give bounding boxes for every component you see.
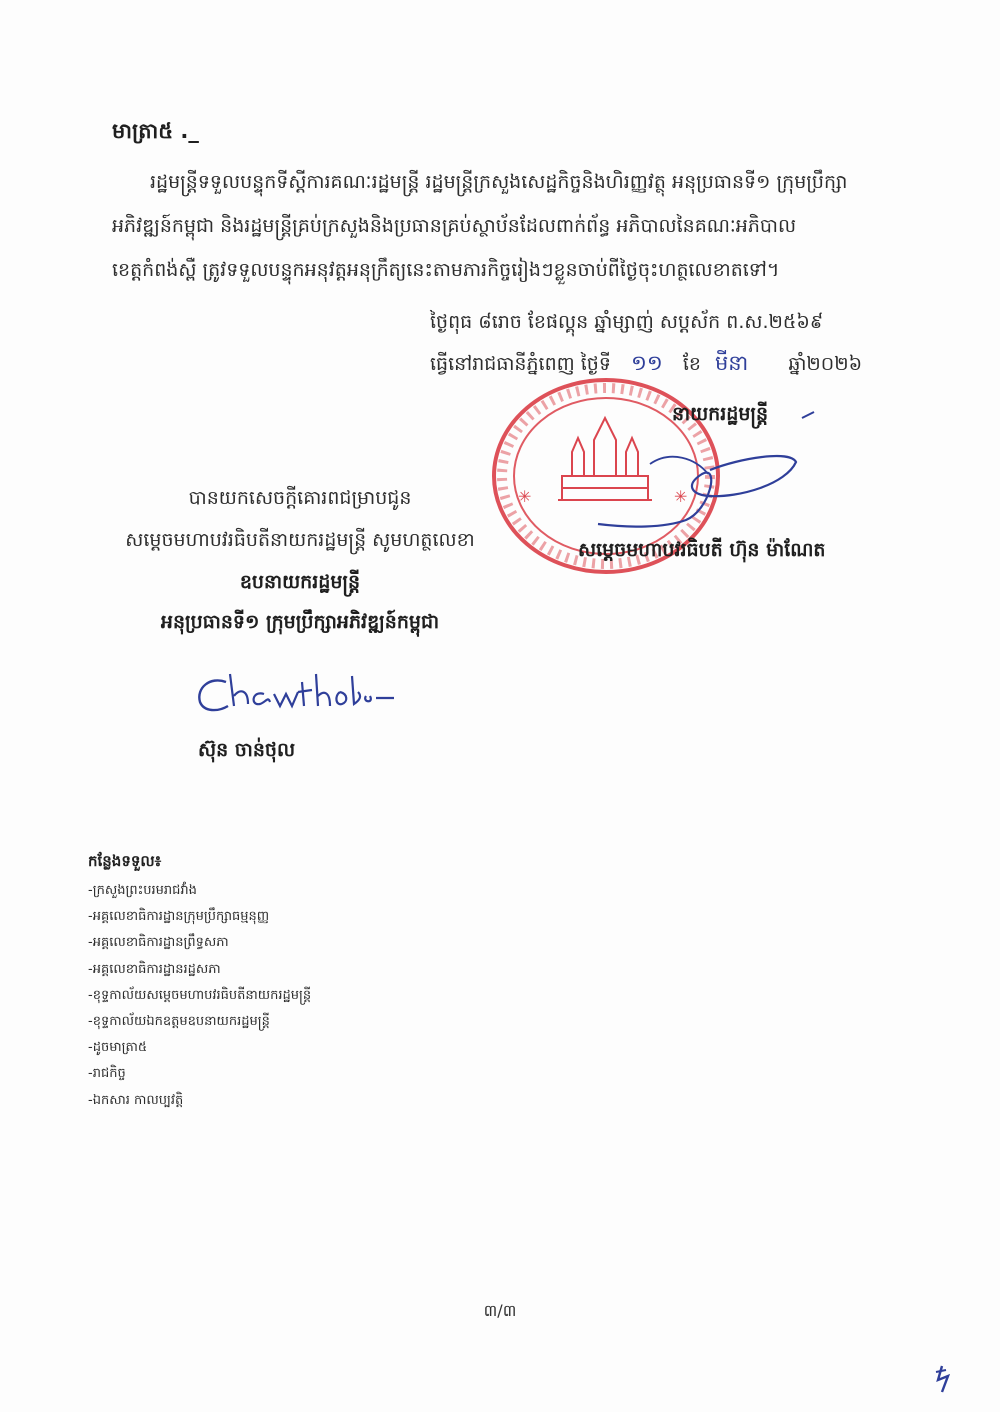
recipients-list xyxy=(88,878,311,1114)
solar-date-prefix: ធ្វើនៅរាជធានីភ្នំពេញ ថ្ងៃទី xyxy=(430,353,611,375)
recipient-item: -រាជកិច្ច xyxy=(88,1066,126,1082)
countersign-line-1: បានយកសេចក្តីគោរពជម្រាបជូន xyxy=(188,487,412,509)
countersign-line-2: សម្តេចមហាបវរធិបតីនាយករដ្ឋមន្ត្រី សូមហត្ថលេខា xyxy=(125,529,475,551)
recipient-item: -ដូចមាត្រា៥ xyxy=(88,1040,148,1056)
countersign-title-2: អនុប្រធានទី១ ក្រុមប្រឹក្សាអភិវឌ្ឍន៍កម្ពុជា xyxy=(160,611,440,633)
countersign-title-1: ឧបនាយករដ្ឋមន្ត្រី xyxy=(239,571,361,593)
solar-year: ឆ្នាំ២០២៦ xyxy=(788,353,863,375)
solar-month-label: ខែ xyxy=(682,353,701,375)
countersign-name: ស៊ុន ចាន់ថុល xyxy=(198,739,296,761)
lunar-date: ថ្ងៃពុធ ៨រោច ខែផល្គុន ឆ្នាំម្សាញ់ សប្តស័ក ព.ស.២៥៦៩ xyxy=(430,311,824,333)
recipients-title: កន្លែងទទួល៖ xyxy=(88,852,162,870)
page-number: ៣/៣ xyxy=(483,1301,517,1320)
svg-text:✳: ✳ xyxy=(674,487,688,506)
article-title: មាត្រា៥ ._ xyxy=(112,119,199,143)
recipient-item: -ក្រសួងព្រះបរមរាជវាំង xyxy=(88,883,197,898)
solar-month: មីនា xyxy=(714,351,749,375)
svg-text:✳: ✳ xyxy=(518,487,532,506)
article-line-2: អភិវឌ្ឍន៍កម្ពុជា និងរដ្ឋមន្ត្រីគ្រប់ក្រសួងនិងប្រធានគ្រប់ស្ថាប័នដែលពាក់ព័ន្ធ អភិបាលនៃគណៈអភិបាល xyxy=(112,215,797,237)
deputy-signature xyxy=(190,668,410,728)
recipient-item: -អគ្គលេខាធិការដ្ឋានក្រុមប្រឹក្សាធម្មនុញ្ញ xyxy=(88,909,270,925)
signatory-name: សម្តេចមហាបវរធិបតី ហ៊ុន ម៉ាណែត xyxy=(578,539,826,561)
recipient-item: -ខុទ្ទកាល័យសម្តេចមហាបវរធិបតីនាយករដ្ឋមន្ត្រី xyxy=(88,987,312,1003)
initial-mark xyxy=(928,1362,958,1396)
recipient-item: -ឯកសារ កាលប្បវត្តិ xyxy=(88,1092,184,1108)
article-line-1: រដ្ឋមន្ត្រីទទួលបន្ទុកទីស្តីការគណៈរដ្ឋមន្ត្រី រដ្ឋមន្ត្រីក្រសួងសេដ្ឋកិច្ចនិងហិរញ្ញវត្ថុ អនុប្រធានទី១ ក្រុមប្រឹក្សា xyxy=(150,171,848,193)
recipient-item: -អគ្គលេខាធិការដ្ឋានព្រឹទ្ធសភា xyxy=(88,935,229,951)
solar-day: ១១ xyxy=(630,351,663,375)
signatory-title: នាយករដ្ឋមន្ត្រី xyxy=(672,403,769,425)
article-line-3: ខេត្តកំពង់ស្ពឺ ត្រូវទទួលបន្ទុកអនុវត្តអនុក្រឹត្យនេះតាមភារកិច្ចរៀងៗខ្លួនចាប់ពីថ្ងៃចុះហត្ថលេខាតទៅ។ xyxy=(112,259,780,281)
prime-minister-signature xyxy=(590,400,820,540)
recipient-item: -អគ្គលេខាធិការដ្ឋានរដ្ឋសភា xyxy=(88,961,221,977)
recipient-item: -ខុទ្ទកាល័យឯកឧត្តមឧបនាយករដ្ឋមន្ត្រី xyxy=(88,1014,270,1030)
